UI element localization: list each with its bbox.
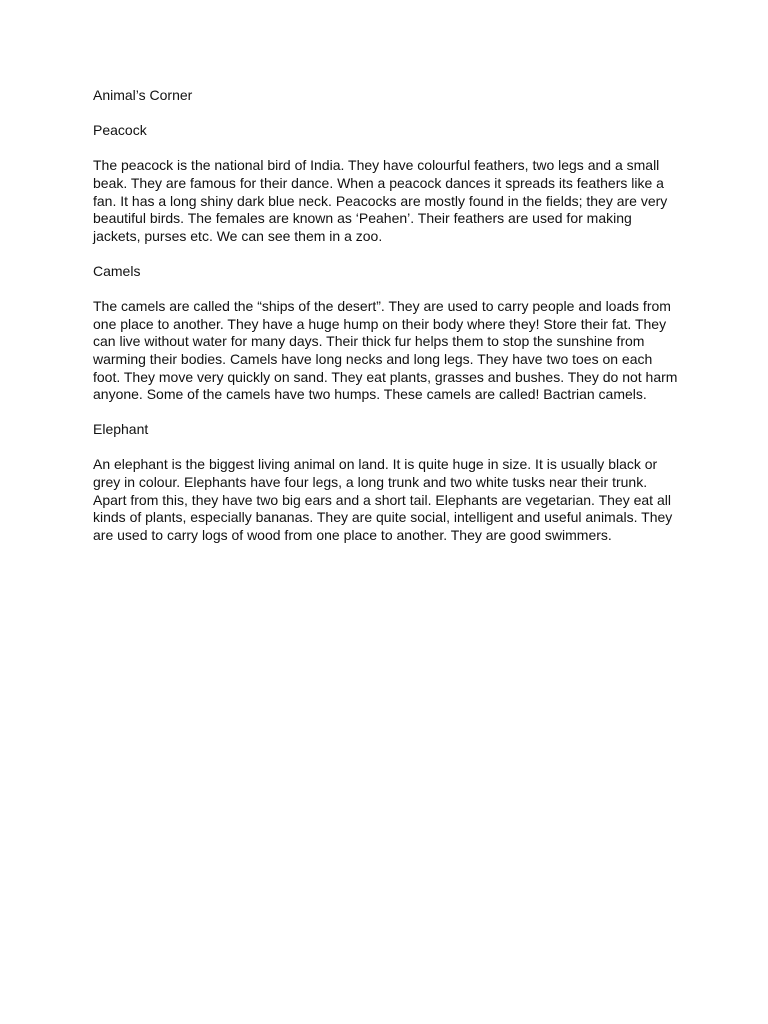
section-body-elephant: An elephant is the biggest living animal on land. It is quite huge in size. It is usually black or grey in colour. Elephants have four legs, a long trunk and two white tusks near their trunk. Apart from this, they have two big ears and a short tail. Elephants are vegetarian. They eat all kinds of plants, especially bananas. They are quite social, intelligent and useful animals. They are used to carry logs of wood from one place to another. They are good swimmers. [93, 456, 673, 543]
section-camels [93, 263, 683, 404]
section-heading-peacock: Peacock [93, 122, 147, 139]
document-page [93, 87, 683, 562]
section-body-camels: The camels are called the “ships of the desert”. They are used to carry people and loads from one place to another. They have a huge hump on their body where they! Store their fat. They can live without water for many days. Their thick fur helps them to stop the sunshine from warming their bodies. Camels have long necks and long legs. They have two toes on each foot. They move very quickly on sand. They eat plants, grasses and bushes. They do not harm anyone. Some of the camels have two humps. These camels are called! Bactrian camels. [93, 298, 678, 403]
section-heading-camels: Camels [93, 262, 141, 279]
document-title: Animal’s Corner [93, 87, 193, 103]
section-heading-elephant: Elephant [93, 421, 149, 438]
section-body-peacock: The peacock is the national bird of India. They have colourful feathers, two legs and a small beak. They are famous for their dance. When a peacock dances it spreads its feathers like a fan. It has a long shiny dark blue neck. Peacocks are mostly found in the fields; they are very beautiful birds. The females are known as ‘Peahen’. Their feathers are used for making jackets, purses etc. We can see them in a zoo. [93, 157, 668, 244]
section-elephant [93, 421, 683, 544]
section-peacock [93, 122, 683, 245]
